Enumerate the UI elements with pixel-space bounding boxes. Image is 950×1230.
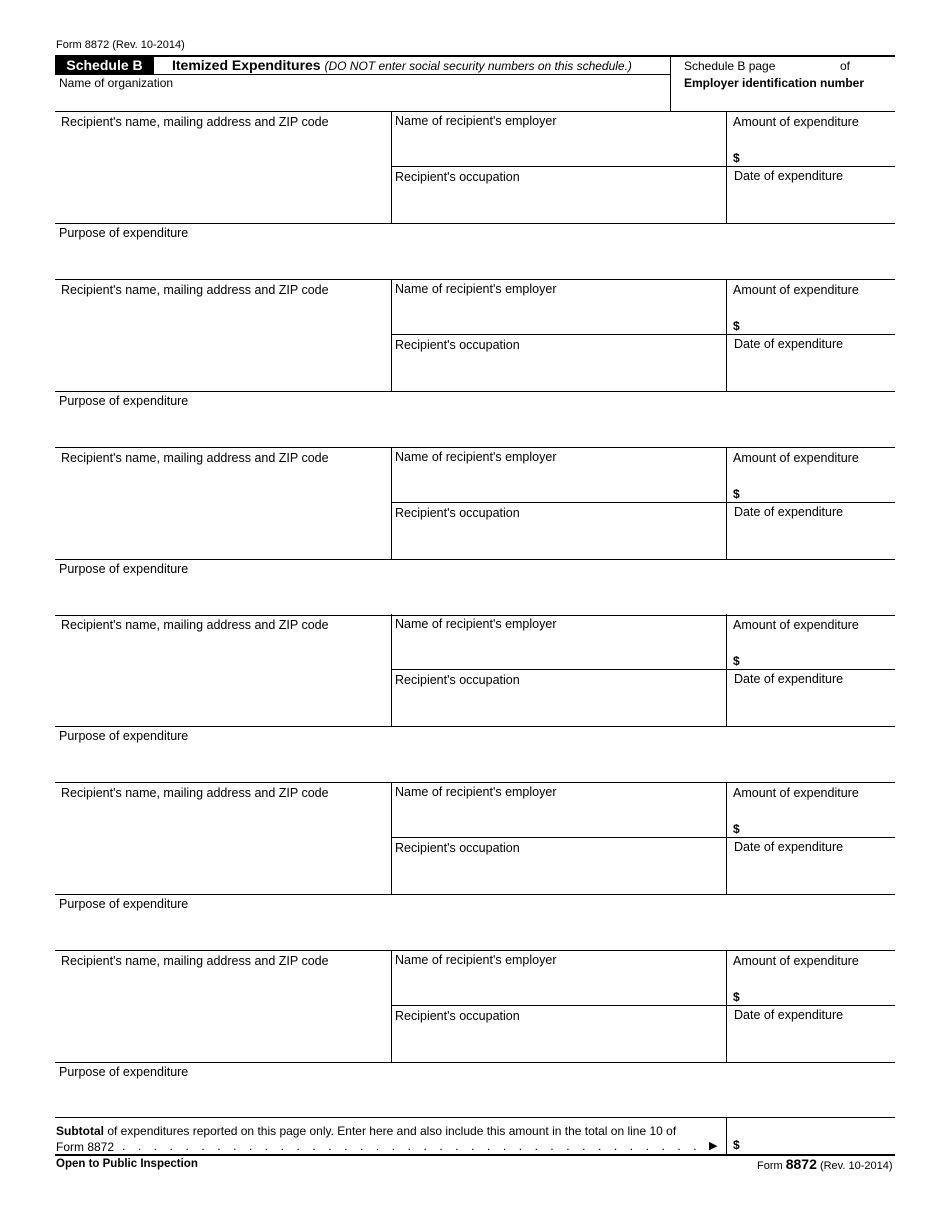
footer-form-id	[757, 1156, 893, 1172]
entry-2-bottom-rule	[55, 447, 895, 448]
entry-2-purpose-field[interactable]: Purpose of expenditure	[59, 394, 189, 408]
subtotal-bold: Subtotal	[56, 1124, 104, 1138]
entry-3-bottom-rule	[55, 615, 895, 616]
entry-2-occupation-field[interactable]: Recipient's occupation	[395, 338, 520, 352]
entry-4-occupation-field[interactable]: Recipient's occupation	[395, 673, 520, 687]
entry-2-divider-right	[726, 279, 727, 391]
title-underline	[55, 74, 670, 75]
entry-5-recipient-field[interactable]: Recipient's name, mailing address and ZIP code	[61, 786, 329, 800]
footer-form-rev: (Rev. 10-2014)	[819, 1160, 893, 1172]
entry-5-date-field[interactable]: Date of expenditure	[734, 840, 844, 854]
entry-6-employer-field[interactable]: Name of recipient's employer	[395, 953, 557, 967]
entry-2-amount-field[interactable]: Amount of expenditure	[733, 283, 859, 297]
entry-4-mid-rule	[391, 669, 895, 670]
schedule-page-of: of	[840, 59, 851, 73]
entry-6-amount-dollar: $	[733, 990, 740, 1004]
entry-4-divider-right	[726, 614, 727, 726]
entry-1-purpose-rule	[55, 223, 895, 224]
entry-5-divider-right	[726, 782, 727, 894]
entry-5-amount-field[interactable]: Amount of expenditure	[733, 786, 859, 800]
entry-4-amount-dollar: $	[733, 654, 740, 668]
entry-1-occupation-field[interactable]: Recipient's occupation	[395, 170, 520, 184]
entry-3-divider-left	[391, 447, 392, 559]
entry-2-recipient-field[interactable]: Recipient's name, mailing address and ZIP code	[61, 283, 329, 297]
entry-5-purpose-rule	[55, 894, 895, 895]
entry-4-employer-field[interactable]: Name of recipient's employer	[395, 617, 557, 631]
entry-6-purpose-field[interactable]: Purpose of expenditure	[59, 1065, 189, 1079]
entry-3-amount-dollar: $	[733, 487, 740, 501]
schedule-page-field[interactable]	[684, 59, 851, 73]
schedule-page-label: Schedule B page	[684, 59, 776, 73]
entry-6-amount-field[interactable]: Amount of expenditure	[733, 954, 859, 968]
entry-3-recipient-field[interactable]: Recipient's name, mailing address and ZIP code	[61, 451, 329, 465]
entry-2-employer-field[interactable]: Name of recipient's employer	[395, 282, 557, 296]
entry-1-bottom-rule	[55, 279, 895, 280]
entry-5-amount-dollar: $	[733, 822, 740, 836]
entry-3-divider-right	[726, 447, 727, 559]
form-reference: Form 8872 (Rev. 10-2014)	[56, 39, 185, 51]
entry-1-employer-field[interactable]: Name of recipient's employer	[395, 114, 557, 128]
schedule-title-note: (DO NOT enter social security numbers on this schedule.)	[324, 59, 632, 73]
subtotal-text: of expenditures reported on this page only. Enter here and also include this amount in the total on line 10 of	[107, 1124, 677, 1138]
footer-form-prefix: Form	[757, 1160, 783, 1172]
entry-4-amount-field[interactable]: Amount of expenditure	[733, 618, 859, 632]
entry-1-date-field[interactable]: Date of expenditure	[734, 169, 844, 183]
entry-5-employer-field[interactable]: Name of recipient's employer	[395, 785, 557, 799]
ein-field[interactable]: Employer identification number	[684, 76, 865, 90]
schedule-title	[172, 56, 632, 75]
entry-4-date-field[interactable]: Date of expenditure	[734, 672, 844, 686]
entry-6-divider-right	[726, 950, 727, 1062]
entry-5-purpose-field[interactable]: Purpose of expenditure	[59, 897, 189, 911]
entry-3-purpose-field[interactable]: Purpose of expenditure	[59, 562, 189, 576]
entry-3-date-field[interactable]: Date of expenditure	[734, 505, 844, 519]
entry-1-recipient-field[interactable]: Recipient's name, mailing address and ZIP code	[61, 115, 329, 129]
entry-4-purpose-field[interactable]: Purpose of expenditure	[59, 729, 189, 743]
entry-6-recipient-field[interactable]: Recipient's name, mailing address and ZIP code	[61, 954, 329, 968]
entry-5-divider-left	[391, 782, 392, 894]
schedule-badge: Schedule B	[55, 56, 154, 74]
entry-6-occupation-field[interactable]: Recipient's occupation	[395, 1009, 520, 1023]
arrow-right-icon: ▶	[709, 1140, 718, 1152]
org-name-field[interactable]: Name of organization	[59, 76, 174, 90]
subtotal-form-line: Form 8872	[56, 1140, 115, 1154]
schedule-title-bold: Itemized Expenditures	[172, 57, 321, 73]
entry-3-occupation-field[interactable]: Recipient's occupation	[395, 506, 520, 520]
entry-1-divider-right	[726, 111, 727, 223]
subtotal-amount-field[interactable]: $	[733, 1138, 740, 1152]
entry-5-bottom-rule	[55, 950, 895, 951]
entry-6-mid-rule	[391, 1005, 895, 1006]
entry-6-purpose-rule	[55, 1062, 895, 1063]
entry-1-divider-left	[391, 111, 392, 223]
entry-4-divider-left	[391, 614, 392, 726]
subtotal-leader-dots: . . . . . . . . . . . . . . . . . . . . . . . . . . . . . . . . . . . . .	[122, 1139, 702, 1153]
subtotal-divider	[726, 1118, 727, 1155]
entry-5-mid-rule	[391, 837, 895, 838]
entry-3-purpose-rule	[55, 559, 895, 560]
entry-3-mid-rule	[391, 502, 895, 503]
entry-4-recipient-field[interactable]: Recipient's name, mailing address and ZIP code	[61, 618, 329, 632]
entry-1-amount-dollar: $	[733, 151, 740, 165]
entry-2-divider-left	[391, 279, 392, 391]
header-divider	[670, 57, 671, 111]
entry-6-divider-left	[391, 950, 392, 1062]
entry-1-amount-field[interactable]: Amount of expenditure	[733, 115, 859, 129]
entry-6-date-field[interactable]: Date of expenditure	[734, 1008, 844, 1022]
entry-4-bottom-rule	[55, 782, 895, 783]
header-bottom-rule	[55, 111, 895, 112]
footer-form-number: 8872	[785, 1156, 817, 1172]
subtotal-top-rule	[55, 1117, 895, 1118]
entry-2-date-field[interactable]: Date of expenditure	[734, 337, 844, 351]
public-inspection-note: Open to Public Inspection	[56, 1158, 198, 1170]
entry-1-mid-rule	[391, 166, 895, 167]
entry-4-purpose-rule	[55, 726, 895, 727]
entry-3-amount-field[interactable]: Amount of expenditure	[733, 451, 859, 465]
entry-2-purpose-rule	[55, 391, 895, 392]
entry-1-purpose-field[interactable]: Purpose of expenditure	[59, 226, 189, 240]
entry-2-amount-dollar: $	[733, 319, 740, 333]
entry-3-employer-field[interactable]: Name of recipient's employer	[395, 450, 557, 464]
entry-5-occupation-field[interactable]: Recipient's occupation	[395, 841, 520, 855]
entry-2-mid-rule	[391, 334, 895, 335]
